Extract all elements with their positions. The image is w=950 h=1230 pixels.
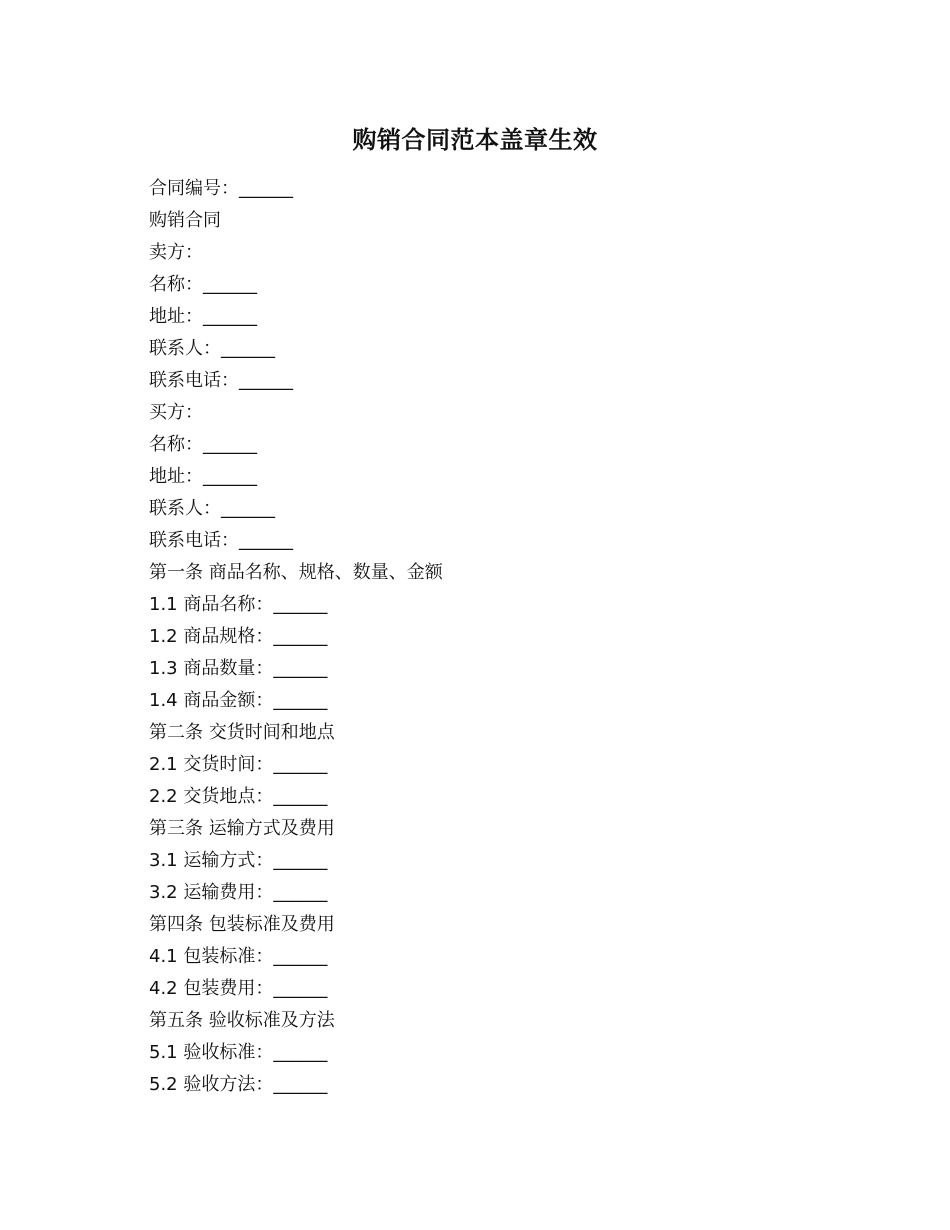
article-1-heading: 第一条 商品名称、规格、数量、金额 xyxy=(149,562,443,583)
buyer-contact-line: 联系人：______ xyxy=(149,498,275,519)
buyer-name-line: 名称：______ xyxy=(149,434,257,455)
article-2-2-line: 2.2 交货地点：______ xyxy=(149,786,328,807)
seller-name-line: 名称：______ xyxy=(149,274,257,295)
contract-number-line: 合同编号：______ xyxy=(149,178,293,199)
document-title: 购销合同范本盖章生效 xyxy=(352,126,598,154)
article-3-2-line: 3.2 运输费用：______ xyxy=(149,882,328,903)
article-5-2-line: 5.2 验收方法：______ xyxy=(149,1074,328,1095)
buyer-address-line: 地址：______ xyxy=(149,466,257,487)
article-1-2-line: 1.2 商品规格：______ xyxy=(149,626,328,647)
article-4-2-line: 4.2 包装费用：______ xyxy=(149,978,328,999)
article-5-1-line: 5.1 验收标准：______ xyxy=(149,1042,328,1063)
article-3-1-line: 3.1 运输方式：______ xyxy=(149,850,328,871)
seller-heading: 卖方： xyxy=(149,242,203,263)
article-1-1-line: 1.1 商品名称：______ xyxy=(149,594,328,615)
article-2-1-line: 2.1 交货时间：______ xyxy=(149,754,328,775)
seller-contact-line: 联系人：______ xyxy=(149,338,275,359)
article-4-heading: 第四条 包装标准及费用 xyxy=(149,914,335,935)
article-1-3-line: 1.3 商品数量：______ xyxy=(149,658,328,679)
article-4-1-line: 4.1 包装标准：______ xyxy=(149,946,328,967)
seller-address-line: 地址：______ xyxy=(149,306,257,327)
buyer-phone-line: 联系电话：______ xyxy=(149,530,293,551)
seller-phone-line: 联系电话：______ xyxy=(149,370,293,391)
article-1-4-line: 1.4 商品金额：______ xyxy=(149,690,328,711)
article-2-heading: 第二条 交货时间和地点 xyxy=(149,722,335,743)
document-body xyxy=(149,173,829,1101)
article-5-heading: 第五条 验收标准及方法 xyxy=(149,1010,335,1031)
buyer-heading: 买方： xyxy=(149,402,203,423)
article-3-heading: 第三条 运输方式及费用 xyxy=(149,818,335,839)
contract-type-line: 购销合同 xyxy=(149,210,221,231)
